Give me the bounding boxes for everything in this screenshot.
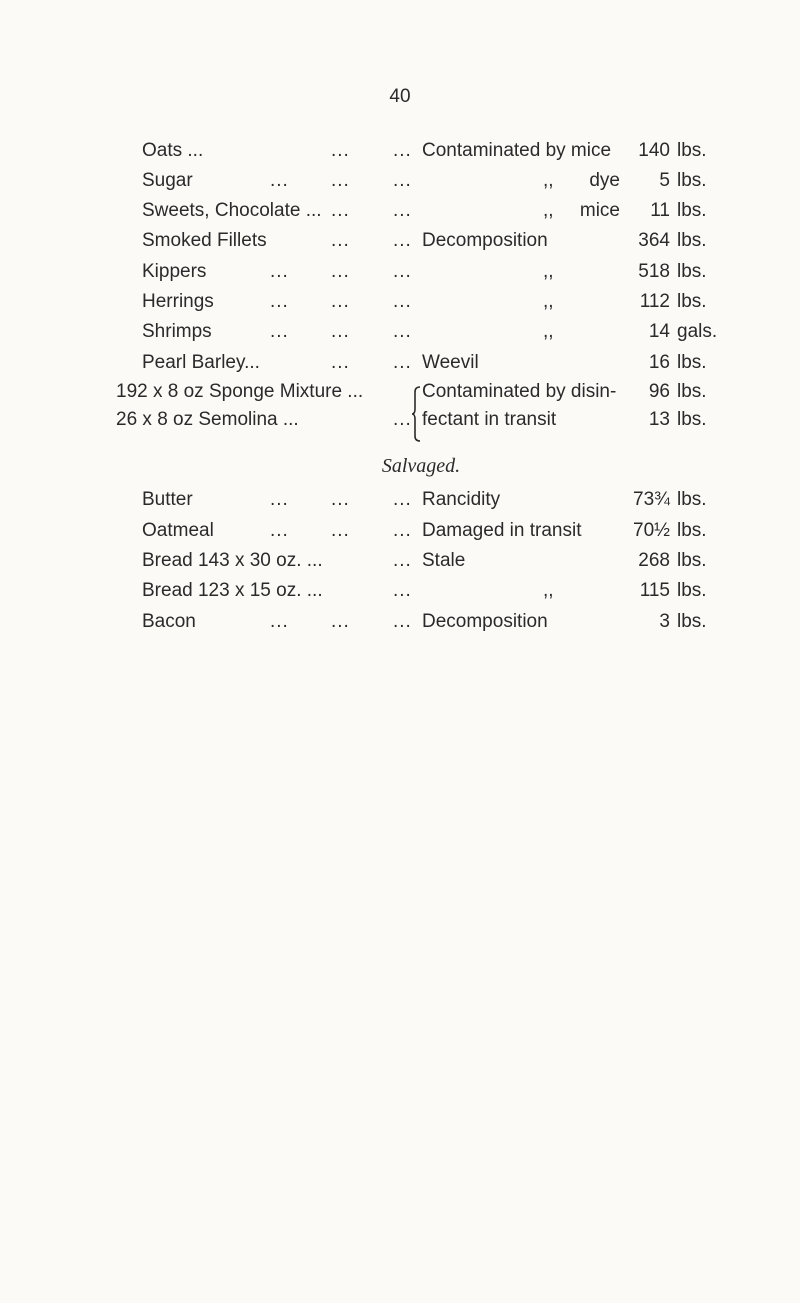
item-name: Herrings: [142, 291, 214, 312]
ditto-mark: ,,: [543, 261, 554, 282]
reason: dye: [589, 170, 620, 191]
leader-dots: ...: [393, 352, 412, 373]
unit: gals.: [677, 321, 718, 342]
leader-dots: ...: [331, 170, 350, 191]
item-name: Sugar: [142, 170, 193, 191]
leader-dots: ...: [270, 520, 289, 541]
table-row: [0, 348, 800, 378]
ditto-mark: ,,: [543, 170, 554, 191]
item-name: Pearl Barley...: [142, 352, 260, 373]
item-name: Oatmeal: [142, 520, 214, 541]
leader-dots: ...: [331, 200, 350, 221]
leader-dots: ...: [270, 261, 289, 282]
item-name: Bacon: [142, 611, 196, 632]
quantity: 268: [638, 550, 670, 571]
reason: Decomposition: [422, 611, 548, 632]
item-name: Kippers: [142, 261, 207, 282]
table-row: [0, 607, 800, 637]
quantity: 14: [648, 321, 670, 342]
quantity: 140: [638, 140, 670, 161]
quantity: 16: [648, 352, 670, 373]
unit: lbs.: [677, 352, 707, 373]
table-row: [0, 136, 800, 166]
unit: lbs.: [677, 381, 707, 402]
unit: lbs.: [677, 140, 707, 161]
leader-dots: ...: [393, 611, 412, 632]
leader-dots: ...: [393, 200, 412, 221]
item-name: Butter: [142, 489, 193, 510]
quantity: 115: [639, 580, 670, 601]
leader-dots: ...: [393, 409, 412, 430]
item-name: Bread 123 x 15 oz. ...: [142, 580, 323, 601]
quantity: 364: [638, 230, 670, 251]
quantity: 13: [648, 409, 670, 430]
leader-dots: ...: [331, 321, 350, 342]
leader-dots: ...: [331, 230, 350, 251]
leader-dots: ...: [331, 140, 350, 161]
item-name: 192 x 8 oz Sponge Mixture ...: [116, 381, 364, 402]
ditto-mark: ,,: [543, 580, 554, 601]
table-row: [0, 377, 800, 407]
leader-dots: ...: [393, 580, 412, 601]
reason: Contaminated by mice: [422, 140, 612, 161]
leader-dots: ...: [393, 291, 412, 312]
leader-dots: ...: [393, 230, 412, 251]
leader-dots: ...: [331, 489, 350, 510]
reason: fectant in transit: [422, 409, 557, 430]
quantity: 73¾: [633, 489, 670, 510]
unit: lbs.: [677, 520, 707, 541]
leader-dots: ...: [270, 321, 289, 342]
reason: Stale: [422, 550, 466, 571]
unit: lbs.: [677, 261, 707, 282]
leader-dots: ...: [270, 489, 289, 510]
reason: Damaged in transit: [422, 520, 582, 541]
table-row: [0, 576, 800, 606]
table-row: [0, 516, 800, 546]
reason: Rancidity: [422, 489, 501, 510]
table-row: [0, 166, 800, 196]
table-row: [0, 546, 800, 576]
section-heading: Salvaged.: [381, 455, 461, 477]
unit: lbs.: [677, 611, 707, 632]
quantity: 96: [648, 381, 670, 402]
leader-dots: ...: [270, 170, 289, 191]
quantity: 5: [659, 170, 670, 191]
leader-dots: ...: [270, 291, 289, 312]
item-name: 26 x 8 oz Semolina ...: [116, 409, 299, 430]
quantity: 70½: [633, 520, 670, 541]
ditto-mark: ,,: [543, 321, 554, 342]
item-name: Bread 143 x 30 oz. ...: [142, 550, 323, 571]
unit: lbs.: [677, 409, 707, 430]
item-name: Smoked Fillets: [142, 230, 267, 251]
leader-dots: ...: [331, 352, 350, 373]
brace-icon: [411, 386, 421, 442]
quantity: 518: [638, 261, 670, 282]
unit: lbs.: [677, 550, 707, 571]
quantity: 11: [650, 200, 670, 221]
unit: lbs.: [677, 230, 707, 251]
page-number: 40: [389, 86, 411, 107]
item-name: Oats ...: [142, 140, 204, 161]
leader-dots: ...: [393, 520, 412, 541]
leader-dots: ...: [270, 611, 289, 632]
leader-dots: ...: [331, 520, 350, 541]
leader-dots: ...: [331, 291, 350, 312]
ditto-mark: ,,: [543, 200, 554, 221]
reason: Decomposition: [422, 230, 548, 251]
unit: lbs.: [677, 489, 707, 510]
quantity: 112: [639, 291, 670, 312]
quantity: 3: [659, 611, 670, 632]
leader-dots: ...: [393, 489, 412, 510]
reason: Weevil: [422, 352, 479, 373]
unit: lbs.: [677, 291, 707, 312]
leader-dots: ...: [393, 140, 412, 161]
table-row: [0, 485, 800, 515]
leader-dots: ...: [393, 321, 412, 342]
table-row: [0, 287, 800, 317]
leader-dots: ...: [393, 550, 412, 571]
item-name: Shrimps: [142, 321, 212, 342]
unit: lbs.: [677, 580, 707, 601]
table-row: [0, 317, 800, 347]
leader-dots: ...: [331, 261, 350, 282]
leader-dots: ...: [393, 170, 412, 191]
reason: mice: [579, 200, 620, 221]
ditto-mark: ,,: [543, 291, 554, 312]
table-row: [0, 405, 800, 435]
table-row: [0, 196, 800, 226]
unit: lbs.: [677, 200, 707, 221]
leader-dots: ...: [393, 261, 412, 282]
unit: lbs.: [677, 170, 707, 191]
table-row: [0, 226, 800, 256]
table-row: [0, 257, 800, 287]
leader-dots: ...: [331, 611, 350, 632]
item-name: Sweets, Chocolate ...: [142, 200, 322, 221]
reason: Contaminated by disin-: [422, 381, 617, 402]
